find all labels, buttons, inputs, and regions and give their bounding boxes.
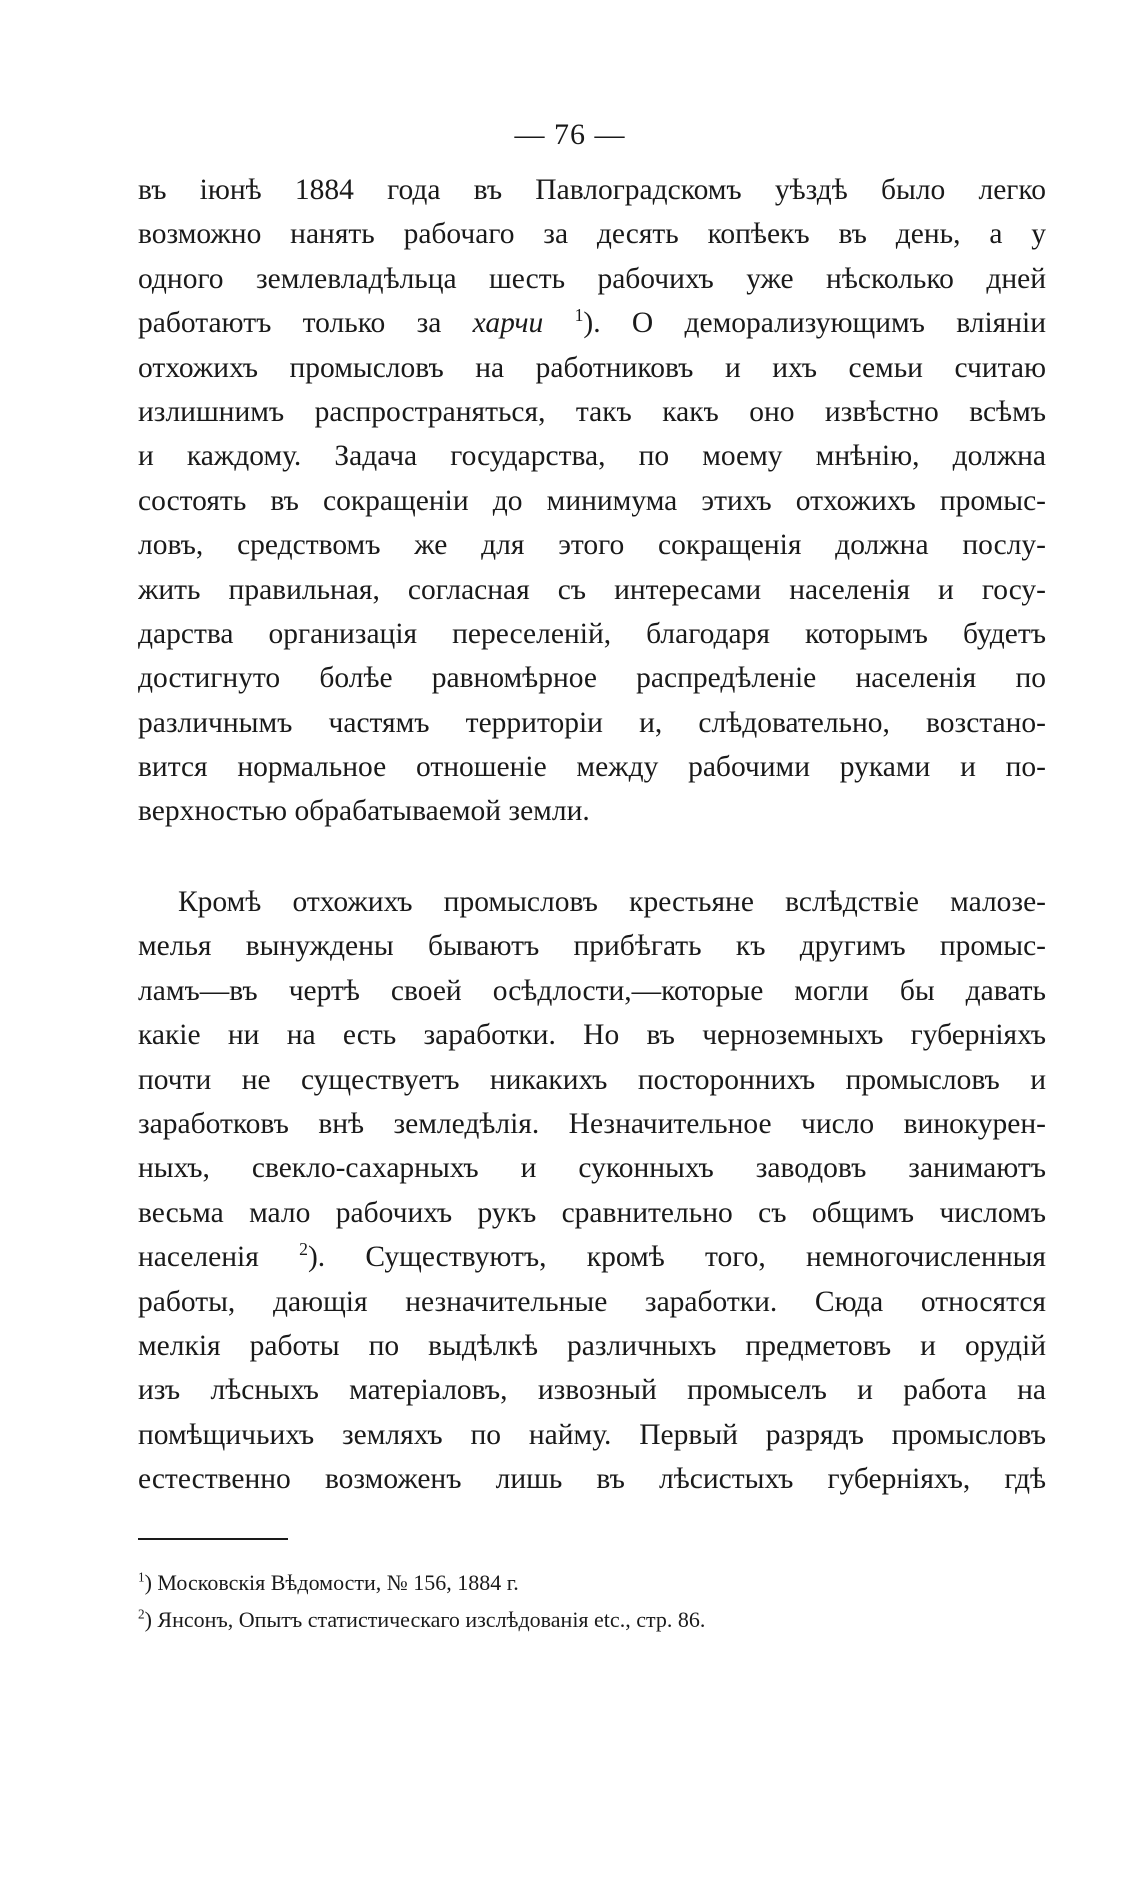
footnote-marker: 2 [138, 1606, 145, 1622]
text-line: вится нормальное отношеніе между рабочими руками и по- [138, 751, 1046, 784]
text-line: ловъ, средствомъ же для этого сокращенія должна послу- [138, 529, 1046, 562]
text-line: дарства организація переселеній, благодаря которымъ будетъ [138, 617, 1046, 650]
footnote-ref-1: 1 [574, 305, 584, 326]
footnote-text: ) Янсонъ, Опытъ статистическаго изслѣдованія etc., стр. 86. [144, 1607, 706, 1632]
text-line: заработковъ внѣ земледѣлія. Незначительное число винокурен- [138, 1107, 1046, 1140]
text-line [138, 1235, 1046, 1279]
paragraph-1 [138, 168, 1046, 834]
text-line: весьма мало рабочихъ рукъ сравнительно съ общимъ числомъ [138, 1196, 1046, 1229]
page-number: — 76 — [514, 118, 626, 151]
text-line: достигнуто болѣе равномѣрное распредѣленіе населенія по [138, 662, 1046, 695]
text-line: излишнимъ распространяться, такъ какъ оно извѣстно всѣмъ [138, 395, 1046, 428]
text-line: отхожихъ промысловъ на работниковъ и ихъ семьи считаю [138, 351, 1046, 384]
text-line: ламъ—въ чертѣ своей осѣдлости,—которые могли бы давать [138, 974, 1046, 1007]
italic-word: харчи [472, 307, 544, 340]
text-line: помѣщичьихъ земляхъ по найму. Первый разрядъ промысловъ [138, 1418, 1046, 1451]
text-line: ныхъ, свекло-сахарныхъ и суконныхъ заводовъ занимаютъ [138, 1152, 1046, 1185]
text-segment: ). Существуютъ, кромѣ того, немногочисленныя [307, 1241, 1046, 1274]
text-line: одного землевладѣльца шесть рабочихъ уже нѣсколько дней [138, 262, 1046, 295]
text-line: мелкія работы по выдѣлкѣ различныхъ предметовъ и орудій [138, 1329, 1046, 1362]
text-line: возможно нанять рабочаго за десять копѣекъ въ день, а у [138, 218, 1046, 251]
footnote-2 [138, 1601, 1046, 1638]
footnote-text: ) Московскія Вѣдомости, № 156, 1884 г. [144, 1570, 519, 1595]
text-line: состоять въ сокращеніи до минимума этихъ отхожихъ промыс- [138, 484, 1046, 517]
text-line: работы, дающія незначительные заработки. Сюда относятся [138, 1285, 1046, 1318]
text-segment: работаютъ только за [138, 307, 473, 340]
footnote-1 [138, 1564, 1046, 1601]
footnote-marker: 1 [138, 1569, 145, 1585]
text-line: мелья вынуждены бываютъ прибѣгать къ другимъ промыс- [138, 930, 1046, 963]
footnote-divider [138, 1538, 288, 1540]
text-segment: ). О деморализующимъ вліяніи [583, 307, 1046, 340]
text-line: какіе ни на есть заработки. Но въ черноземныхъ губерніяхъ [138, 1019, 1046, 1052]
footnotes [138, 1564, 1046, 1638]
text-line: Кромѣ отхожихъ промысловъ крестьяне вслѣдствіе малозе- [178, 886, 1046, 918]
text-segment: населенія [138, 1241, 300, 1274]
text-line: изъ лѣсныхъ матеріаловъ, извозный промыселъ и работа на [138, 1374, 1046, 1407]
text-line: и каждому. Задача государства, по моему мнѣнію, должна [138, 440, 1046, 473]
text-line [138, 301, 1046, 345]
text-line: жить правильная, согласная съ интересами населенія и госу- [138, 573, 1046, 606]
text-line: верхностью обрабатываемой земли. [138, 795, 590, 828]
footnote-ref-2: 2 [299, 1239, 308, 1260]
paragraph-2 [138, 880, 1046, 1501]
text-line: почти не существуетъ никакихъ постороннихъ промысловъ и [138, 1063, 1046, 1096]
text-line: естественно возможенъ лишь въ лѣсистыхъ губерніяхъ, гдѣ [138, 1463, 1046, 1496]
text-line: въ іюнѣ 1884 года въ Павлоградскомъ уѣздѣ было легко [138, 174, 1046, 206]
text-line: различнымъ частямъ территоріи и, слѣдовательно, возстано- [138, 706, 1046, 739]
